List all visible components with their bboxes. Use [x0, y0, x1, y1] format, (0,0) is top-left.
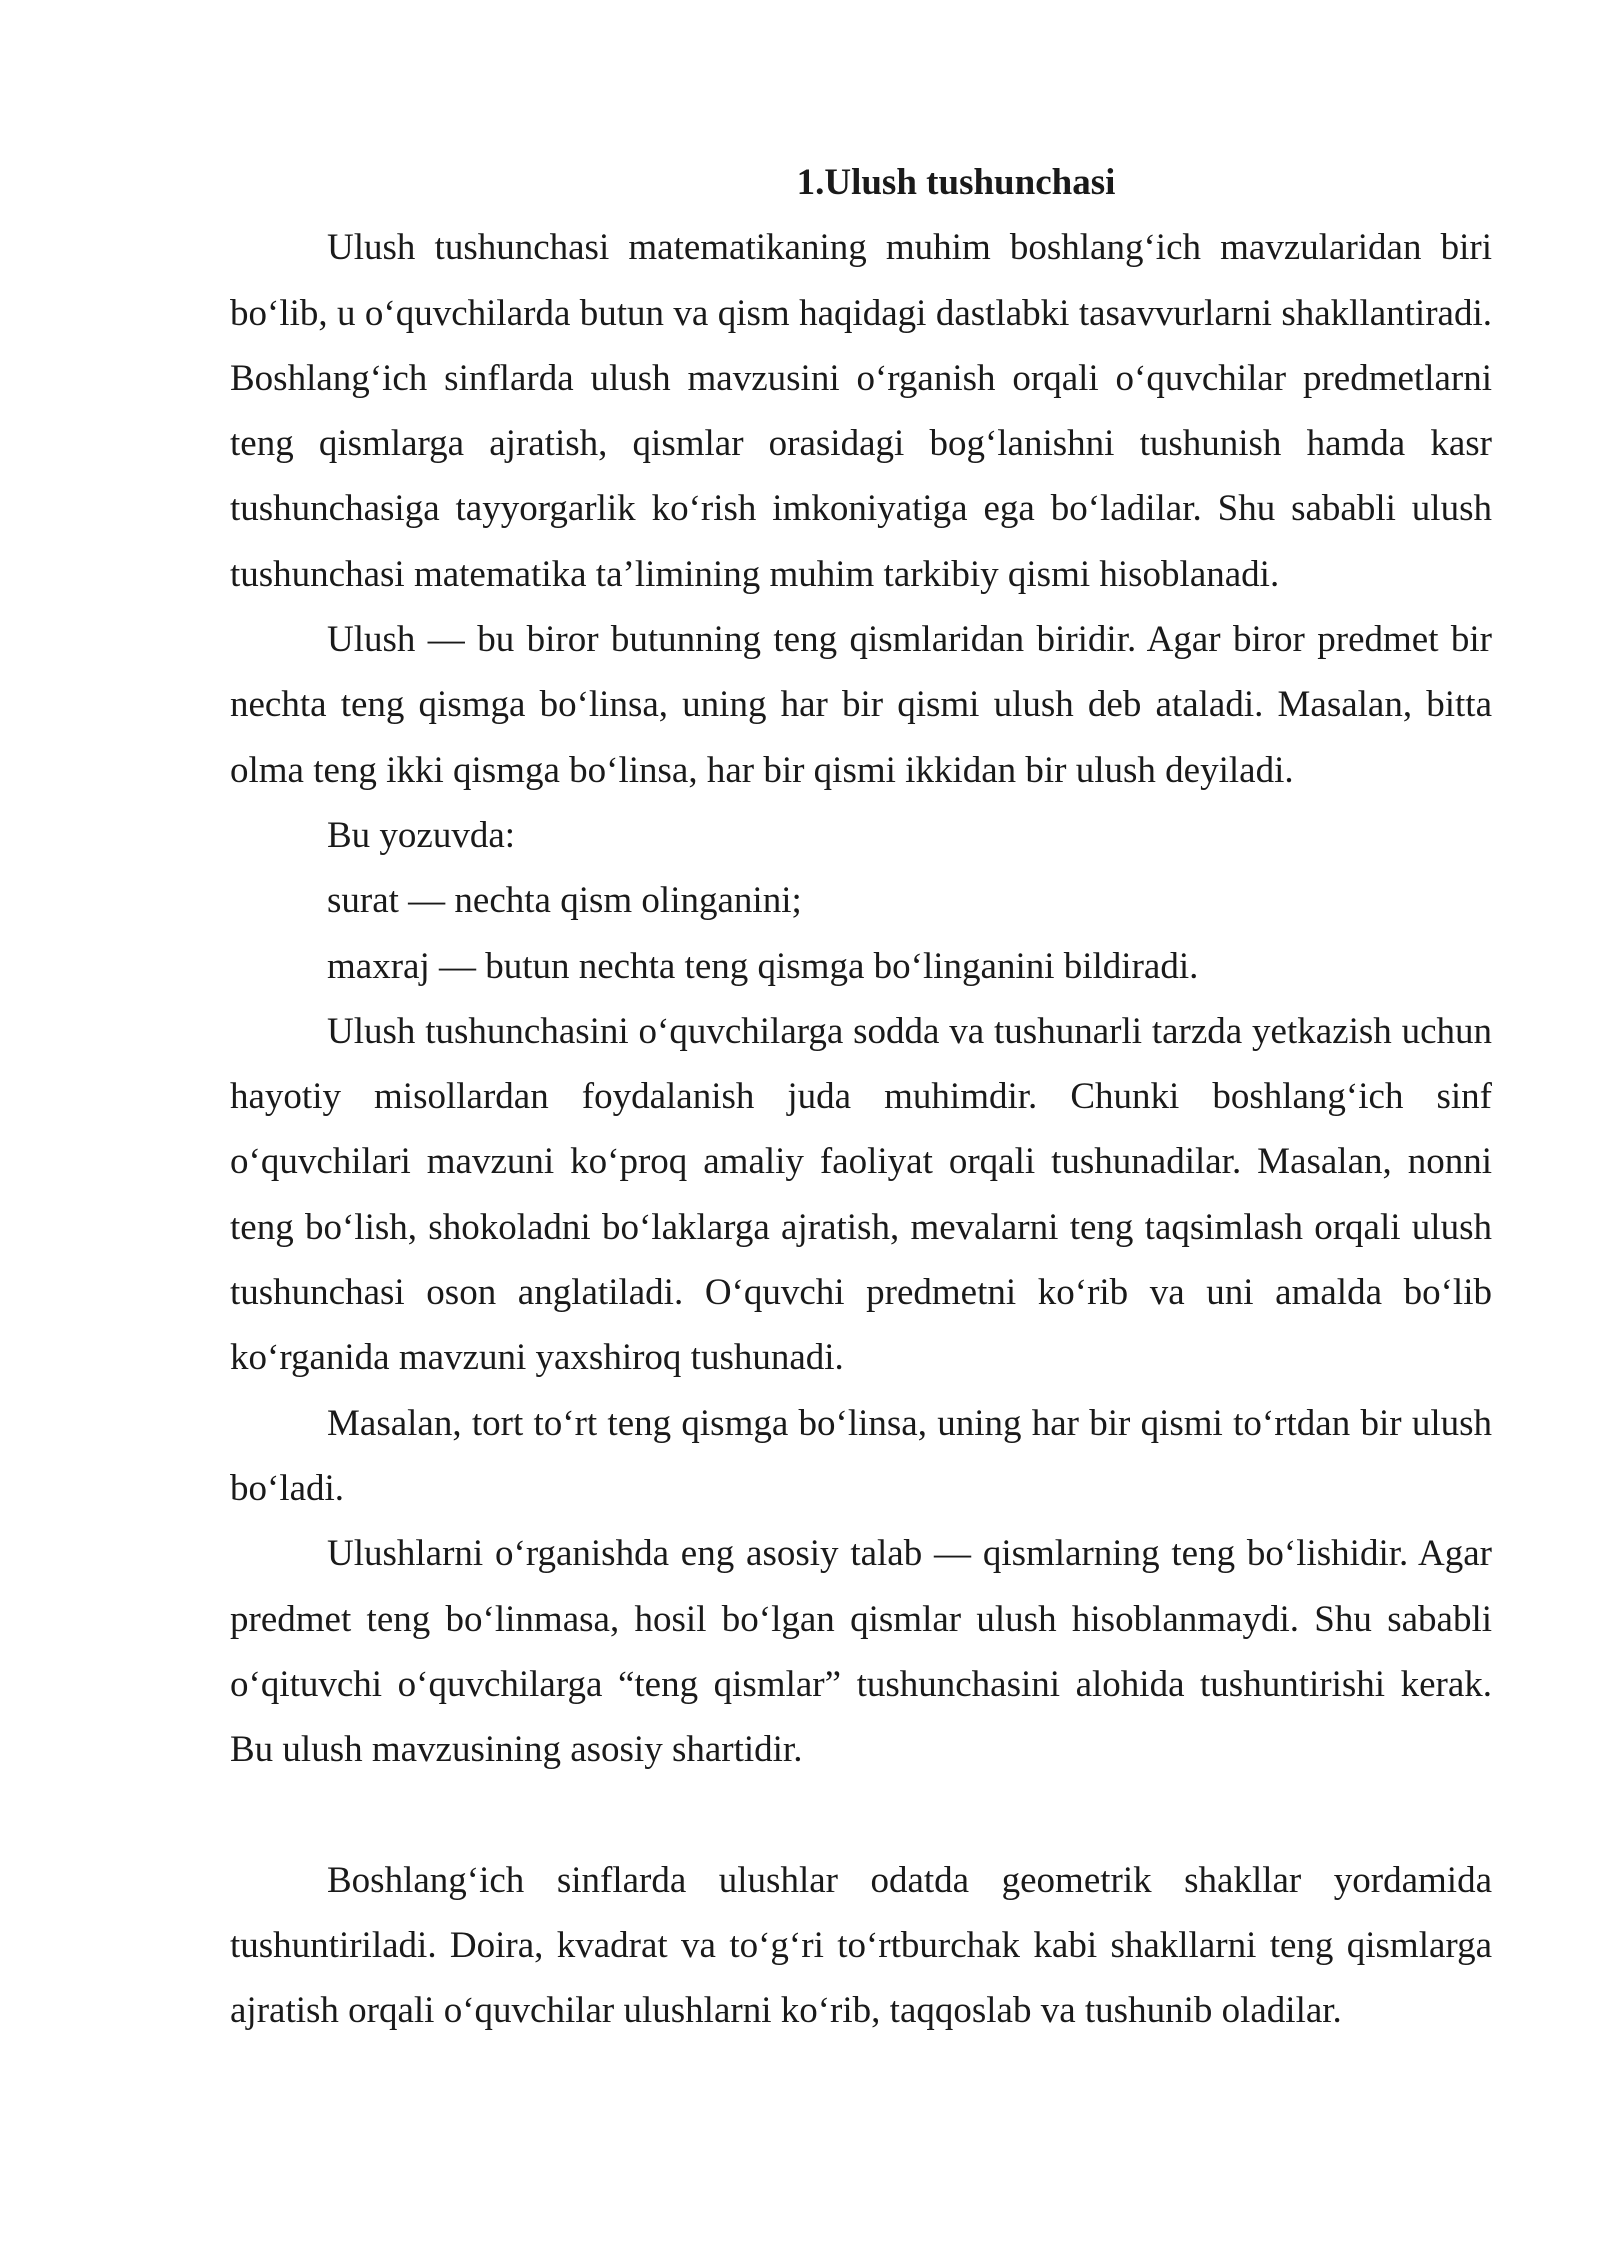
paragraph-intro: Ulush tushunchasi matematikaning muhim boshlang‘ich mavzularidan biri bo‘lib, u o‘quvchilarda butun va qism haqidagi dastlabki tasavvurlarni shakllantiradi. Boshlang‘ich sinflarda ulush mavzusini o‘rganish orqali o‘quvchilar predmetlarni teng qismlarga ajratish, qismlar orasidagi bog‘lanishni tushunish hamda kasr tushunchasiga tayyorgarlik ko‘rish imkoniyatiga ega bo‘ladilar. Shu sababli ulush tushunchasi matematika ta’limining muhim tarkibiy qismi hisoblanadi. [230, 227, 1492, 595]
document-page [230, 150, 1492, 2044]
list-line-maxraj: maxraj — butun nechta teng qismga bo‘linganini bildiradi. [327, 945, 1199, 987]
list-line-surat: surat — nechta qism olinganini; [327, 880, 802, 922]
paragraph-geometric: Boshlang‘ich sinflarda ulushlar odatda geometrik shakllar yordamida tushuntiriladi. Doira, kvadrat va to‘g‘ri to‘rtburchak kabi shakllarni teng qismlarga ajratish orqali o‘quvchilar ulushlarni ko‘rib, taqqoslab va tushunib oladilar. [230, 1859, 1492, 2032]
paragraph-definition: Ulush — bu biror butunning teng qismlaridan biridir. Agar biror predmet bir nechta teng qismga bo‘linsa, uning har bir qismi ulush deb ataladi. Masalan, bitta olma teng ikki qismga bo‘linsa, har bir qismi ikkidan bir ulush deyiladi. [230, 619, 1492, 791]
page-title: 1.Ulush tushunchasi [796, 162, 1116, 203]
paragraph-equal-parts: Ulushlarni o‘rganishda eng asosiy talab — qismlarning teng bo‘lishidir. Agar predmet teng bo‘linmasa, hosil bo‘lgan qismlar ulush hisoblanmaydi. Shu sababli o‘qituvchi o‘quvchilarga “teng qismlar” tushunchasini alohida tushuntirishi kerak. Bu ulush mavzusining asosiy shartidir. [230, 1533, 1492, 1771]
list-line-heading: Bu yozuvda: [327, 814, 516, 856]
paragraph-examples: Ulush tushunchasini o‘quvchilarga sodda va tushunarli tarzda yetkazish uchun hayotiy misollardan foydalanish juda muhimdir. Chunki boshlang‘ich sinf o‘quvchilari mavzuni ko‘proq amaliy faoliyat orqali tushunadilar. Masalan, nonni teng bo‘lish, shokoladni bo‘laklarga ajratish, mevalarni teng taqsimlash orqali ulush tushunchasi oson anglatiladi. O‘quvchi predmetni ko‘rib va uni amalda bo‘lib ko‘rganida mavzuni yaxshiroq tushunadi. [230, 1010, 1492, 1379]
paragraph-cake-example: Masalan, tort to‘rt teng qismga bo‘linsa, uning har bir qismi to‘rtdan bir ulush bo‘ladi. [230, 1402, 1492, 1509]
blank-line [230, 1782, 1492, 1847]
